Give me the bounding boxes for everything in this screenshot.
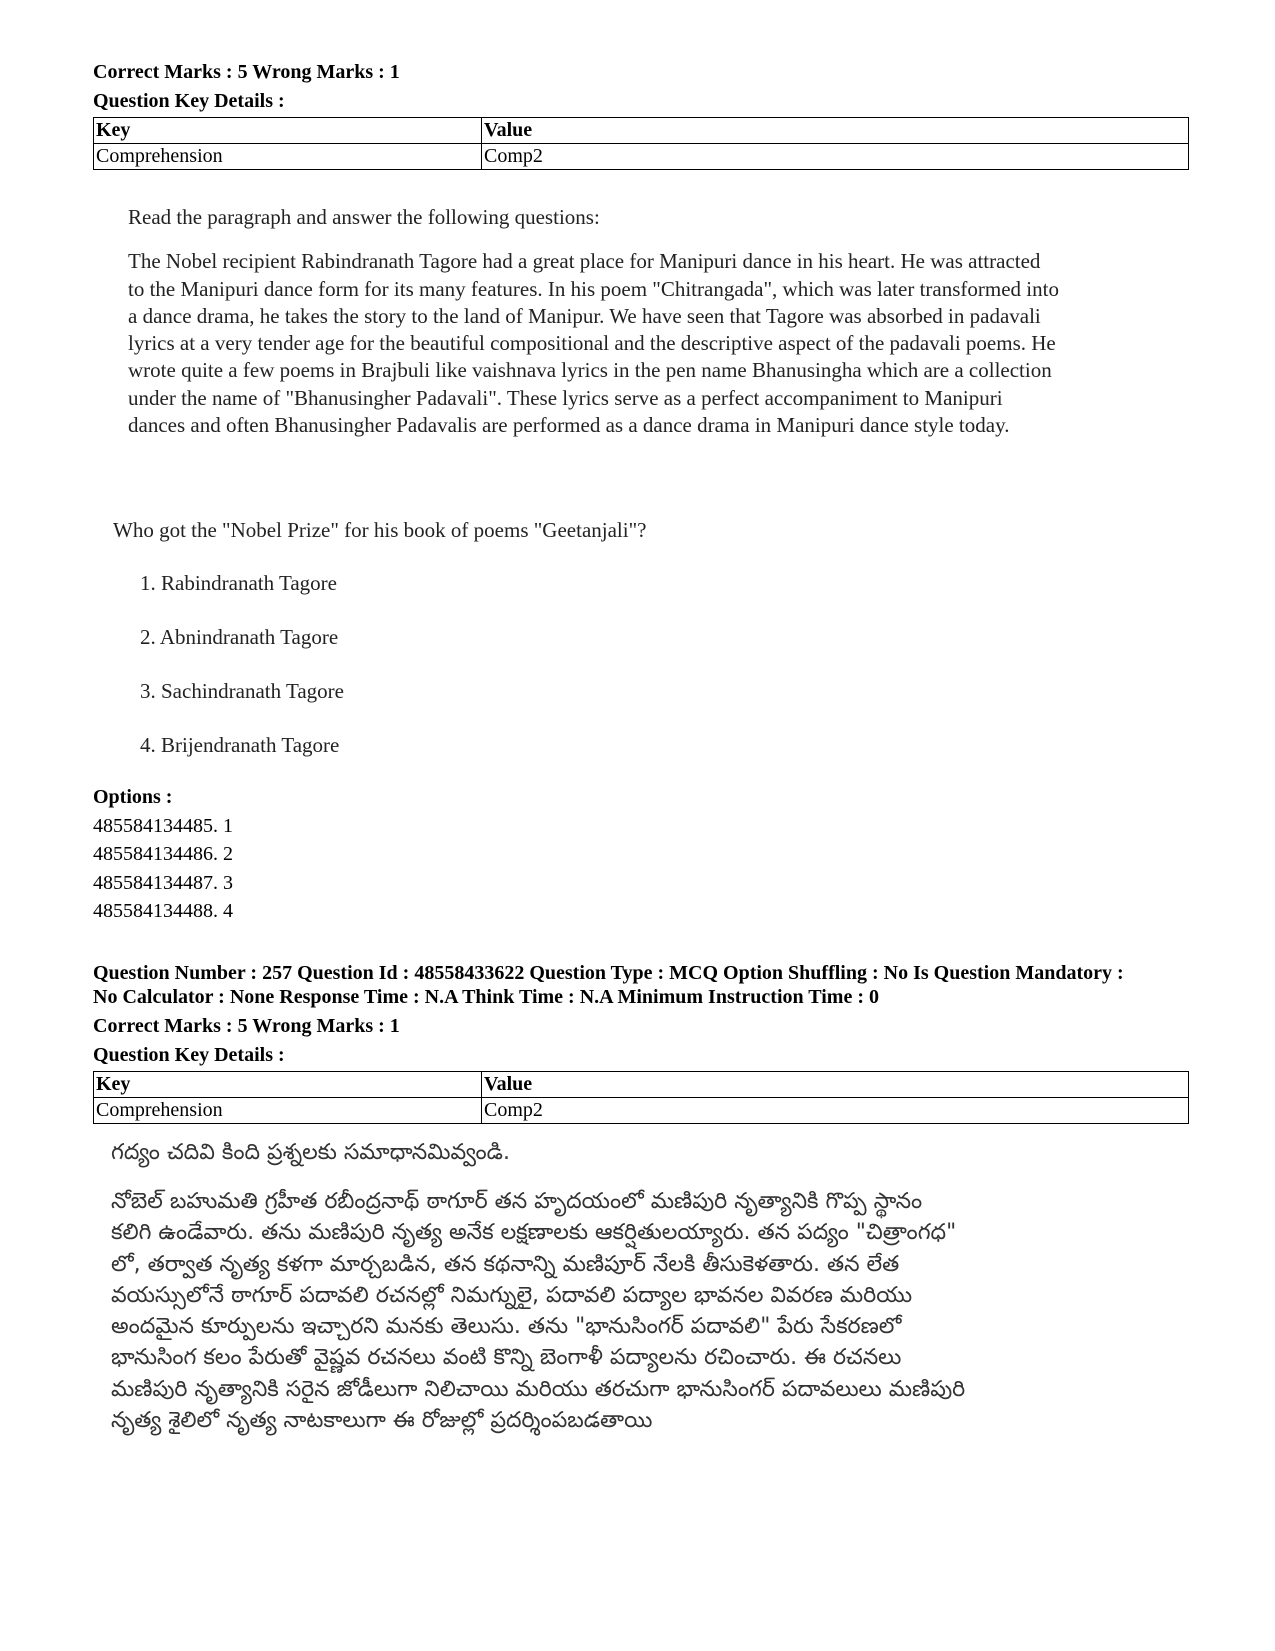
table-row xyxy=(94,1098,1189,1124)
english-passage xyxy=(128,204,1188,439)
telugu-line: కలిగి ఉండేవారు. తను మణిపురి నృత్య అనేక లక్షణాలకు ఆకర్షితులయ్యారు. తన పద్యం "చిత్రాంగధ" xyxy=(111,1220,957,1246)
telugu-intro: గద్యం చదివి కింది ప్రశ్నలకు సమాధానమివ్వండి. xyxy=(111,1140,510,1165)
passage-line: dances and often Bhanusingher Padavalis are performed as a dance drama in Manipuri dance style today. xyxy=(128,413,1010,438)
table-header-key: Key xyxy=(94,1072,482,1098)
question-header-block-1 xyxy=(93,58,1189,170)
key-details-table xyxy=(93,117,1189,170)
answer-choice: 1. Rabindranath Tagore xyxy=(140,571,337,595)
passage-line: wrote quite a few poems in Brajbuli like vaishnava lyrics in the pen name Bhanusingha which are a collection xyxy=(128,358,1052,383)
telugu-line: లో, తర్వాత నృత్య కళగా మార్చబడిన, తన కథనాన్ని మణిపూర్ నేలకి తీసుకెళతారు. తన లేత xyxy=(111,1251,900,1277)
key-details-label: Question Key Details : xyxy=(93,90,285,112)
telugu-line: నోబెల్ బహుమతి గ్రహీత రబీంద్రనాథ్ ఠాగూర్ తన హృదయంలో మణిపురి నృత్యానికి గొప్ప స్థానం xyxy=(111,1189,923,1214)
option-item: 485584134487. 3 xyxy=(93,871,233,894)
telugu-line: అందమైన కూర్పులను ఇచ్చారని మనకు తెలుసు. తను "భానుసింగర్ పదావలి" పేరు సేకరణలో xyxy=(111,1314,902,1340)
table-header-key: Key xyxy=(94,118,482,144)
answer-choice: 4. Brijendranath Tagore xyxy=(140,733,340,757)
answer-choice: 3. Sachindranath Tagore xyxy=(140,679,344,703)
question-meta-line-2: No Calculator : None Response Time : N.A Think Time : N.A Minimum Instruction Time : 0 xyxy=(93,986,879,1008)
table-header-row xyxy=(94,118,1189,144)
table-cell-key: Comprehension xyxy=(94,144,482,170)
answer-choices xyxy=(140,571,344,787)
key-details-label: Question Key Details : xyxy=(93,1044,285,1066)
answer-choice: 2. Abnindranath Tagore xyxy=(140,625,339,649)
passage-line: to the Manipuri dance form for its many features. In his poem "Chitrangada", which was later transformed into xyxy=(128,276,1059,301)
question-meta-line-1: Question Number : 257 Question Id : 48558433622 Question Type : MCQ Option Shuffling : No Is Question Mandatory : xyxy=(93,962,1124,984)
question-header-block-2 xyxy=(93,961,1189,1124)
table-cell-key: Comprehension xyxy=(94,1098,482,1124)
table-header-value: Value xyxy=(482,118,1189,144)
telugu-line: వయస్సులోనే ఠాగూర్ పదావలి రచనల్లో నిమగ్నులై, పదావలి పద్యాల భావనల వివరణ మరియు xyxy=(111,1282,913,1308)
option-item: 485584134485. 1 xyxy=(93,814,233,837)
telugu-line: భానుసింగ కలం పేరుతో వైష్ణవ రచనలు వంటి కొన్ని బెంగాళీ పద్యాలను రచించారు. ఈ రచనలు xyxy=(111,1345,902,1371)
passage-intro: Read the paragraph and answer the following questions: xyxy=(128,205,600,229)
table-row xyxy=(94,144,1189,170)
table-cell-value: Comp2 xyxy=(482,1098,1189,1124)
question-text: Who got the "Nobel Prize" for his book of poems "Geetanjali"? xyxy=(113,518,647,542)
options-label: Options : xyxy=(93,786,173,808)
telugu-passage xyxy=(111,1140,1191,1436)
table-cell-value: Comp2 xyxy=(482,144,1189,170)
passage-line: under the name of "Bhanusingher Padavali". These lyrics serve as a perfect accompaniment to Manipuri xyxy=(128,385,1003,410)
passage-line: The Nobel recipient Rabindranath Tagore had a great place for Manipuri dance in his heart. He was attracted xyxy=(128,249,1041,274)
table-header-value: Value xyxy=(482,1072,1189,1098)
telugu-line: నృత్య శైలిలో నృత్య నాటకాలుగా ఈ రోజుల్లో ప్రదర్శింపబడతాయి xyxy=(111,1408,653,1434)
marks-line: Correct Marks : 5 Wrong Marks : 1 xyxy=(93,1015,400,1037)
marks-line: Correct Marks : 5 Wrong Marks : 1 xyxy=(93,61,400,83)
table-header-row xyxy=(94,1072,1189,1098)
passage-line: lyrics at a very tender age for the beautiful compositional and the descriptive aspect of the padavali poems. He xyxy=(128,331,1056,356)
key-details-table xyxy=(93,1071,1189,1124)
telugu-line: మణిపురి నృత్యానికి సరైన జోడీలుగా నిలిచాయి మరియు తరచుగా భానుసింగర్ పదావలులు మణిపురి xyxy=(111,1376,966,1402)
options-list xyxy=(93,783,233,926)
passage-line: a dance drama, he takes the story to the land of Manipur. We have seen that Tagore was absorbed in padavali xyxy=(128,303,1041,328)
option-item: 485584134486. 2 xyxy=(93,843,233,865)
option-item: 485584134488. 4 xyxy=(93,900,233,922)
